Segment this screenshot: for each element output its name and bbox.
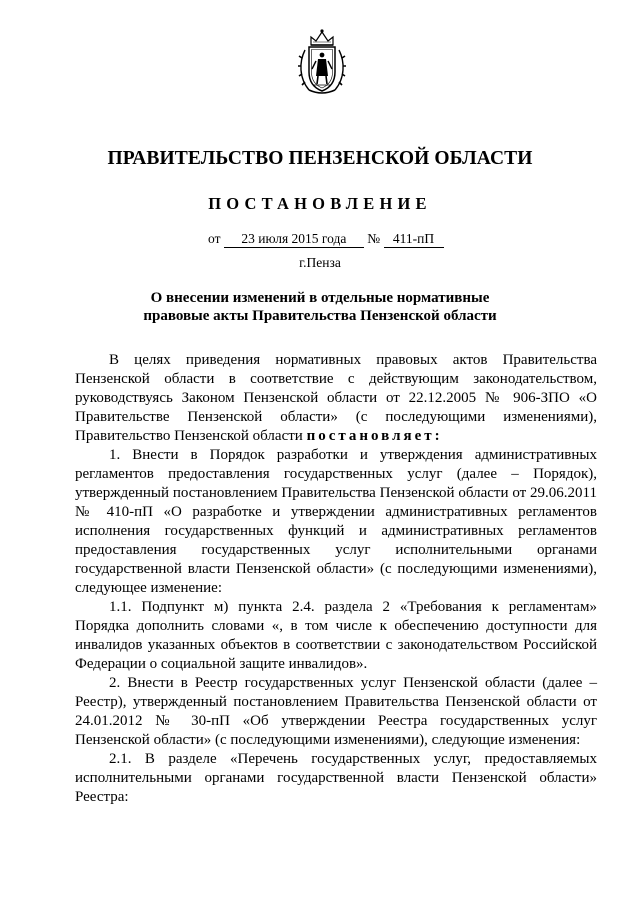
number-sign: № [367, 231, 381, 246]
city-name: г.Пенза [299, 255, 341, 270]
preamble-text: В целях приведения нормативных правовых актов Правительства Пензенской области в соответствие с действующим законодательством, руководствуясь Законом Пензенской области от 22.12.2005 № 906-ЗПО «О Правительстве Пензенской области» (с последующими изменениями), Правительство Пензенской области [75, 352, 597, 444]
document-number: 411-пП [384, 231, 444, 248]
organization-name: ПРАВИТЕЛЬСТВО ПЕНЗЕНСКОЙ ОБЛАСТИ [107, 148, 533, 169]
document-type: ПОСТАНОВЛЕНИЕ [208, 194, 432, 213]
clause-2-1-paragraph: 2.1. В разделе «Перечень государственных услуг, предоставляемых исполнительными органами государственной власти Пензенской области» Реестра: [75, 751, 597, 805]
title-line-1: О внесении изменений в отдельные нормативные [150, 290, 490, 306]
preamble-paragraph [75, 351, 597, 446]
document-body [75, 351, 597, 807]
date-prefix: от [208, 231, 221, 246]
penza-coat-of-arms-icon [297, 28, 347, 98]
title-line-2: правовые акты Правительства Пензенской области [143, 308, 497, 324]
clause-2-paragraph: 2. Внести в Реестр государственных услуг Пензенской области (далее – Реестр), утвержденный постановлением Правительства Пензенской области от 24.01.2012 № 30-пП «Об утверждении Реестра государственных услуг Пензенской области» (с последующими изменениями), следующие изменения: [75, 675, 597, 748]
clause-1-paragraph: 1. Внести в Порядок разработки и утверждения административных регламентов предоставления государственных услуг (далее – Порядок), утвержденный постановлением Правительства Пензенской области от 29.06.2011 № 410-пП «О разработке и утверждении административных регламентов исполнения государственных функций и административных регламентов предоставления государственных услуг исполнительными органами государственной власти Пензенской области» (с последующими изменениями), следующее изменение: [75, 447, 597, 596]
date-number-line [208, 231, 478, 248]
resolves-word: постановляет: [306, 428, 443, 444]
document-title [0, 289, 640, 325]
document-date: 23 июля 2015 года [224, 231, 364, 248]
clause-1-1-paragraph: 1.1. Подпункт м) пункта 2.4. раздела 2 «Требования к регламентам» Порядка дополнить словами «, в том числе к обеспечению доступности для инвалидов указанных объектов в соответствии с законодательством Российской Федерации о социальной защите инвалидов». [75, 599, 597, 672]
